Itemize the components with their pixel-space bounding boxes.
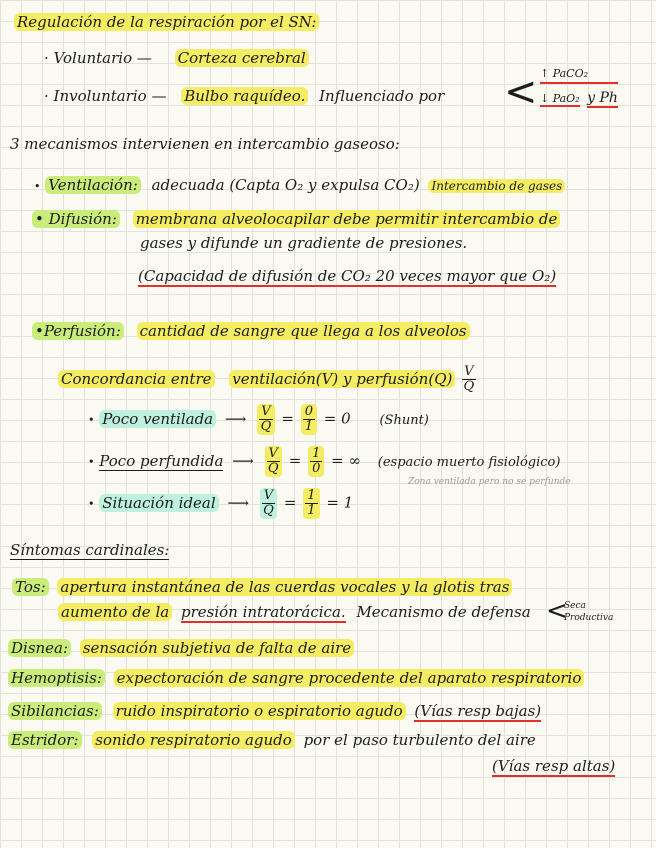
symptom-label: Sibilancias:: [8, 702, 102, 720]
diffusion-line-1: [32, 209, 560, 229]
symptom-stridor-note: (Vías resp altas): [492, 757, 616, 775]
ventilation-note: Intercambio de gases: [428, 179, 565, 193]
section-title-symptoms: Síntomas cardinales:: [10, 541, 170, 559]
symptom-text: ruido inspiratorio o espiratorio agudo: [113, 702, 406, 720]
symptom-label: Tos:: [12, 578, 49, 596]
diffusion-note-line: [138, 266, 556, 286]
vq-item-label: Poco ventilada: [99, 410, 216, 428]
involuntary-label: · Involuntario —: [44, 87, 167, 105]
vq-item-fraction: $\frac{V}{Q}$: [265, 446, 282, 477]
option-ph: y Ph: [587, 90, 618, 106]
diffusion-line-2: [140, 233, 467, 253]
vq-item-fraction: $\frac{V}{Q}$: [260, 488, 277, 519]
vq-item-note: (espacio muerto fisiológico): [377, 454, 561, 470]
symptom-stridor: [8, 730, 536, 750]
bracket-icon: <: [546, 596, 568, 626]
perfusion-text: cantidad de sangre que llega a los alveolos: [137, 322, 470, 340]
voluntary-line: [44, 48, 309, 68]
vq-numerator: V: [464, 364, 474, 379]
concordance-label: Concordancia entre: [58, 370, 215, 388]
vq-item-subnote: Zona ventilada pero no se perfunde: [408, 477, 571, 487]
voluntary-value: Corteza cerebral: [175, 49, 309, 67]
option-po2: ↓ PaO₂: [540, 92, 580, 105]
section-title-regulation: Regulación de la respiración por el SN:: [14, 12, 319, 32]
vq-item-low-perfusion: • Poco perfundida ⟶ $\frac{V}{Q}$ = $\frac{1}{0}$ = ∞ (espacio muerto fisiológico): [88, 446, 561, 476]
diffusion-label: • Difusión:: [32, 210, 120, 228]
vq-item-label: Poco perfundida: [99, 451, 224, 470]
vq-fraction: [462, 365, 475, 394]
vq-item-value-fraction: $\frac{0}{1}$: [301, 404, 317, 435]
symptom-text: apertura instantánea de las cuerdas vocales y la glotis tras: [57, 578, 512, 596]
vq-item-note: (Shunt): [379, 412, 429, 428]
involuntary-line: [44, 86, 444, 106]
diffusion-text-2: gases y difunde un gradiente de presiones.: [140, 234, 468, 252]
symptom-label: Estridor:: [8, 731, 82, 749]
diffusion-text-1: membrana alveolocapilar debe permitir intercambio de: [133, 210, 561, 228]
perfusion-label: •Perfusión:: [32, 322, 124, 340]
ventilation-text: adecuada (Capta O₂ y expulsa CO₂): [151, 176, 420, 194]
cough-types: Seca Productiva: [564, 601, 614, 623]
option-pco2: ↑ PaCO₂: [540, 66, 618, 84]
involuntary-value: Bulbo raquídeo.: [181, 87, 308, 105]
symptom-text: expectoración de sangre procedente del aparato respiratorio: [114, 669, 585, 687]
concordance-line: [58, 365, 478, 394]
section-title-mechanisms: 3 mecanismos intervienen en intercambio gaseoso:: [10, 135, 400, 153]
vq-item-label: Situación ideal: [99, 494, 218, 512]
option-po2-row: [540, 90, 618, 107]
vq-item-fraction: $\frac{V}{Q}$: [257, 404, 274, 435]
arrow-right-icon: ⟶: [227, 493, 249, 512]
symptom-cough-line-1: [12, 577, 512, 597]
symptom-text-2: por el paso turbulento del aire: [303, 731, 536, 749]
vq-item-result: = 0: [323, 409, 351, 428]
vq-item-ideal: • Situación ideal ⟶ $\frac{V}{Q}$ = $\frac{1}{1}$ = 1: [88, 488, 354, 518]
vq-item-result: = ∞: [331, 451, 361, 470]
symptom-text: sonido respiratorio agudo: [92, 731, 295, 749]
symptom-cough-line-2: aumento de la presión intratorácica. Mecanismo de defensa: [58, 602, 531, 622]
arrow-right-icon: ⟶: [232, 451, 254, 470]
vq-item-value-fraction: $\frac{1}{0}$: [308, 446, 324, 477]
vq-item-value-fraction: $\frac{1}{1}$: [303, 488, 319, 519]
voluntary-label: · Voluntario —: [44, 49, 152, 67]
diffusion-note: (Capacidad de difusión de CO₂ 20 veces mayor que O₂): [138, 267, 557, 285]
symptom-wheezing: [8, 701, 541, 721]
bracket-icon: <: [504, 69, 538, 115]
vq-item-result: = 1: [326, 493, 354, 512]
perfusion-line: [32, 321, 470, 341]
vq-denominator: Q: [463, 379, 475, 394]
symptom-label: Hemoptisis:: [8, 669, 105, 687]
concordance-text: ventilación(V) y perfusión(Q): [229, 370, 455, 388]
influence-options: [540, 66, 618, 107]
influenced-label: Influenciado por: [319, 87, 445, 105]
symptom-dyspnea: [8, 638, 354, 658]
symptom-text: sensación subjetiva de falta de aire: [80, 639, 354, 657]
symptom-hemoptysis: [8, 668, 584, 688]
ventilation-label: Ventilación:: [45, 176, 141, 194]
ventilation-line: • Ventilación: adecuada (Capta O₂ y expulsa CO₂) Intercambio de gases: [34, 175, 565, 197]
vq-item-low-ventilation: • Poco ventilada ⟶ $\frac{V}{Q}$ = $\frac{0}{1}$ = 0 (Shunt): [88, 404, 429, 434]
arrow-right-icon: ⟶: [224, 409, 247, 428]
symptom-label: Disnea:: [8, 639, 71, 657]
symptom-note: (Vías resp bajas): [414, 702, 542, 720]
